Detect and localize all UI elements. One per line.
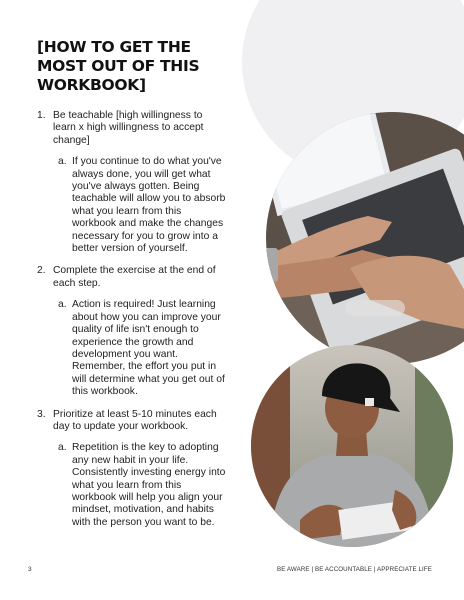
page-number: 3 — [28, 566, 32, 573]
sub-item-letter: a. — [58, 442, 67, 454]
list-item — [37, 110, 227, 255]
item-number: 3. — [37, 408, 46, 420]
item-body — [53, 265, 227, 398]
item-body — [53, 110, 227, 255]
sub-item-text: Repetition is the key to adopting any new habit in your life. Consistently investing energy into what you learn from this workbook will help you align your mindset, motivation, and habits with the person you want to be. — [72, 442, 226, 528]
item-number: 2. — [37, 265, 46, 277]
footer-tagline: BE AWARE | BE ACCOUNTABLE | APPRECIATE LIFE — [276, 566, 432, 573]
item-text: Be teachable [high willingness to learn x high willingness to accept change] — [53, 110, 204, 146]
item-body — [53, 409, 227, 530]
page-title: [HOW TO GET THE MOST OUT OF THIS WORKBOOK] — [37, 38, 200, 94]
item-text: Prioritize at least 5-10 minutes each day to update your workbook. — [53, 408, 217, 432]
list-item — [37, 409, 227, 530]
item-number: 1. — [37, 110, 46, 121]
sub-item-letter: a. — [58, 299, 67, 311]
sub-item — [53, 442, 227, 529]
instruction-list — [37, 110, 227, 539]
item-text: Complete the exercise at the end of each step. — [53, 265, 216, 289]
sub-item-letter: a. — [58, 156, 67, 168]
list-item — [37, 265, 227, 398]
sub-item — [53, 156, 227, 255]
sub-item-text: If you continue to do what you've always done, you will get what you've always gotten. Being teachable will allow you to absorb what you learn from this workbook and make the changes necessary for you to grow into a better version of yourself. — [72, 156, 226, 255]
sub-item — [53, 299, 227, 398]
sub-item-text: Action is required! Just learning about how you can improve your quality of life isn't enough to experience the growth and development you want. Remember, the effort you put in will determine what you get out of this workbook. — [72, 299, 225, 398]
man-writing-photo — [250, 345, 460, 550]
